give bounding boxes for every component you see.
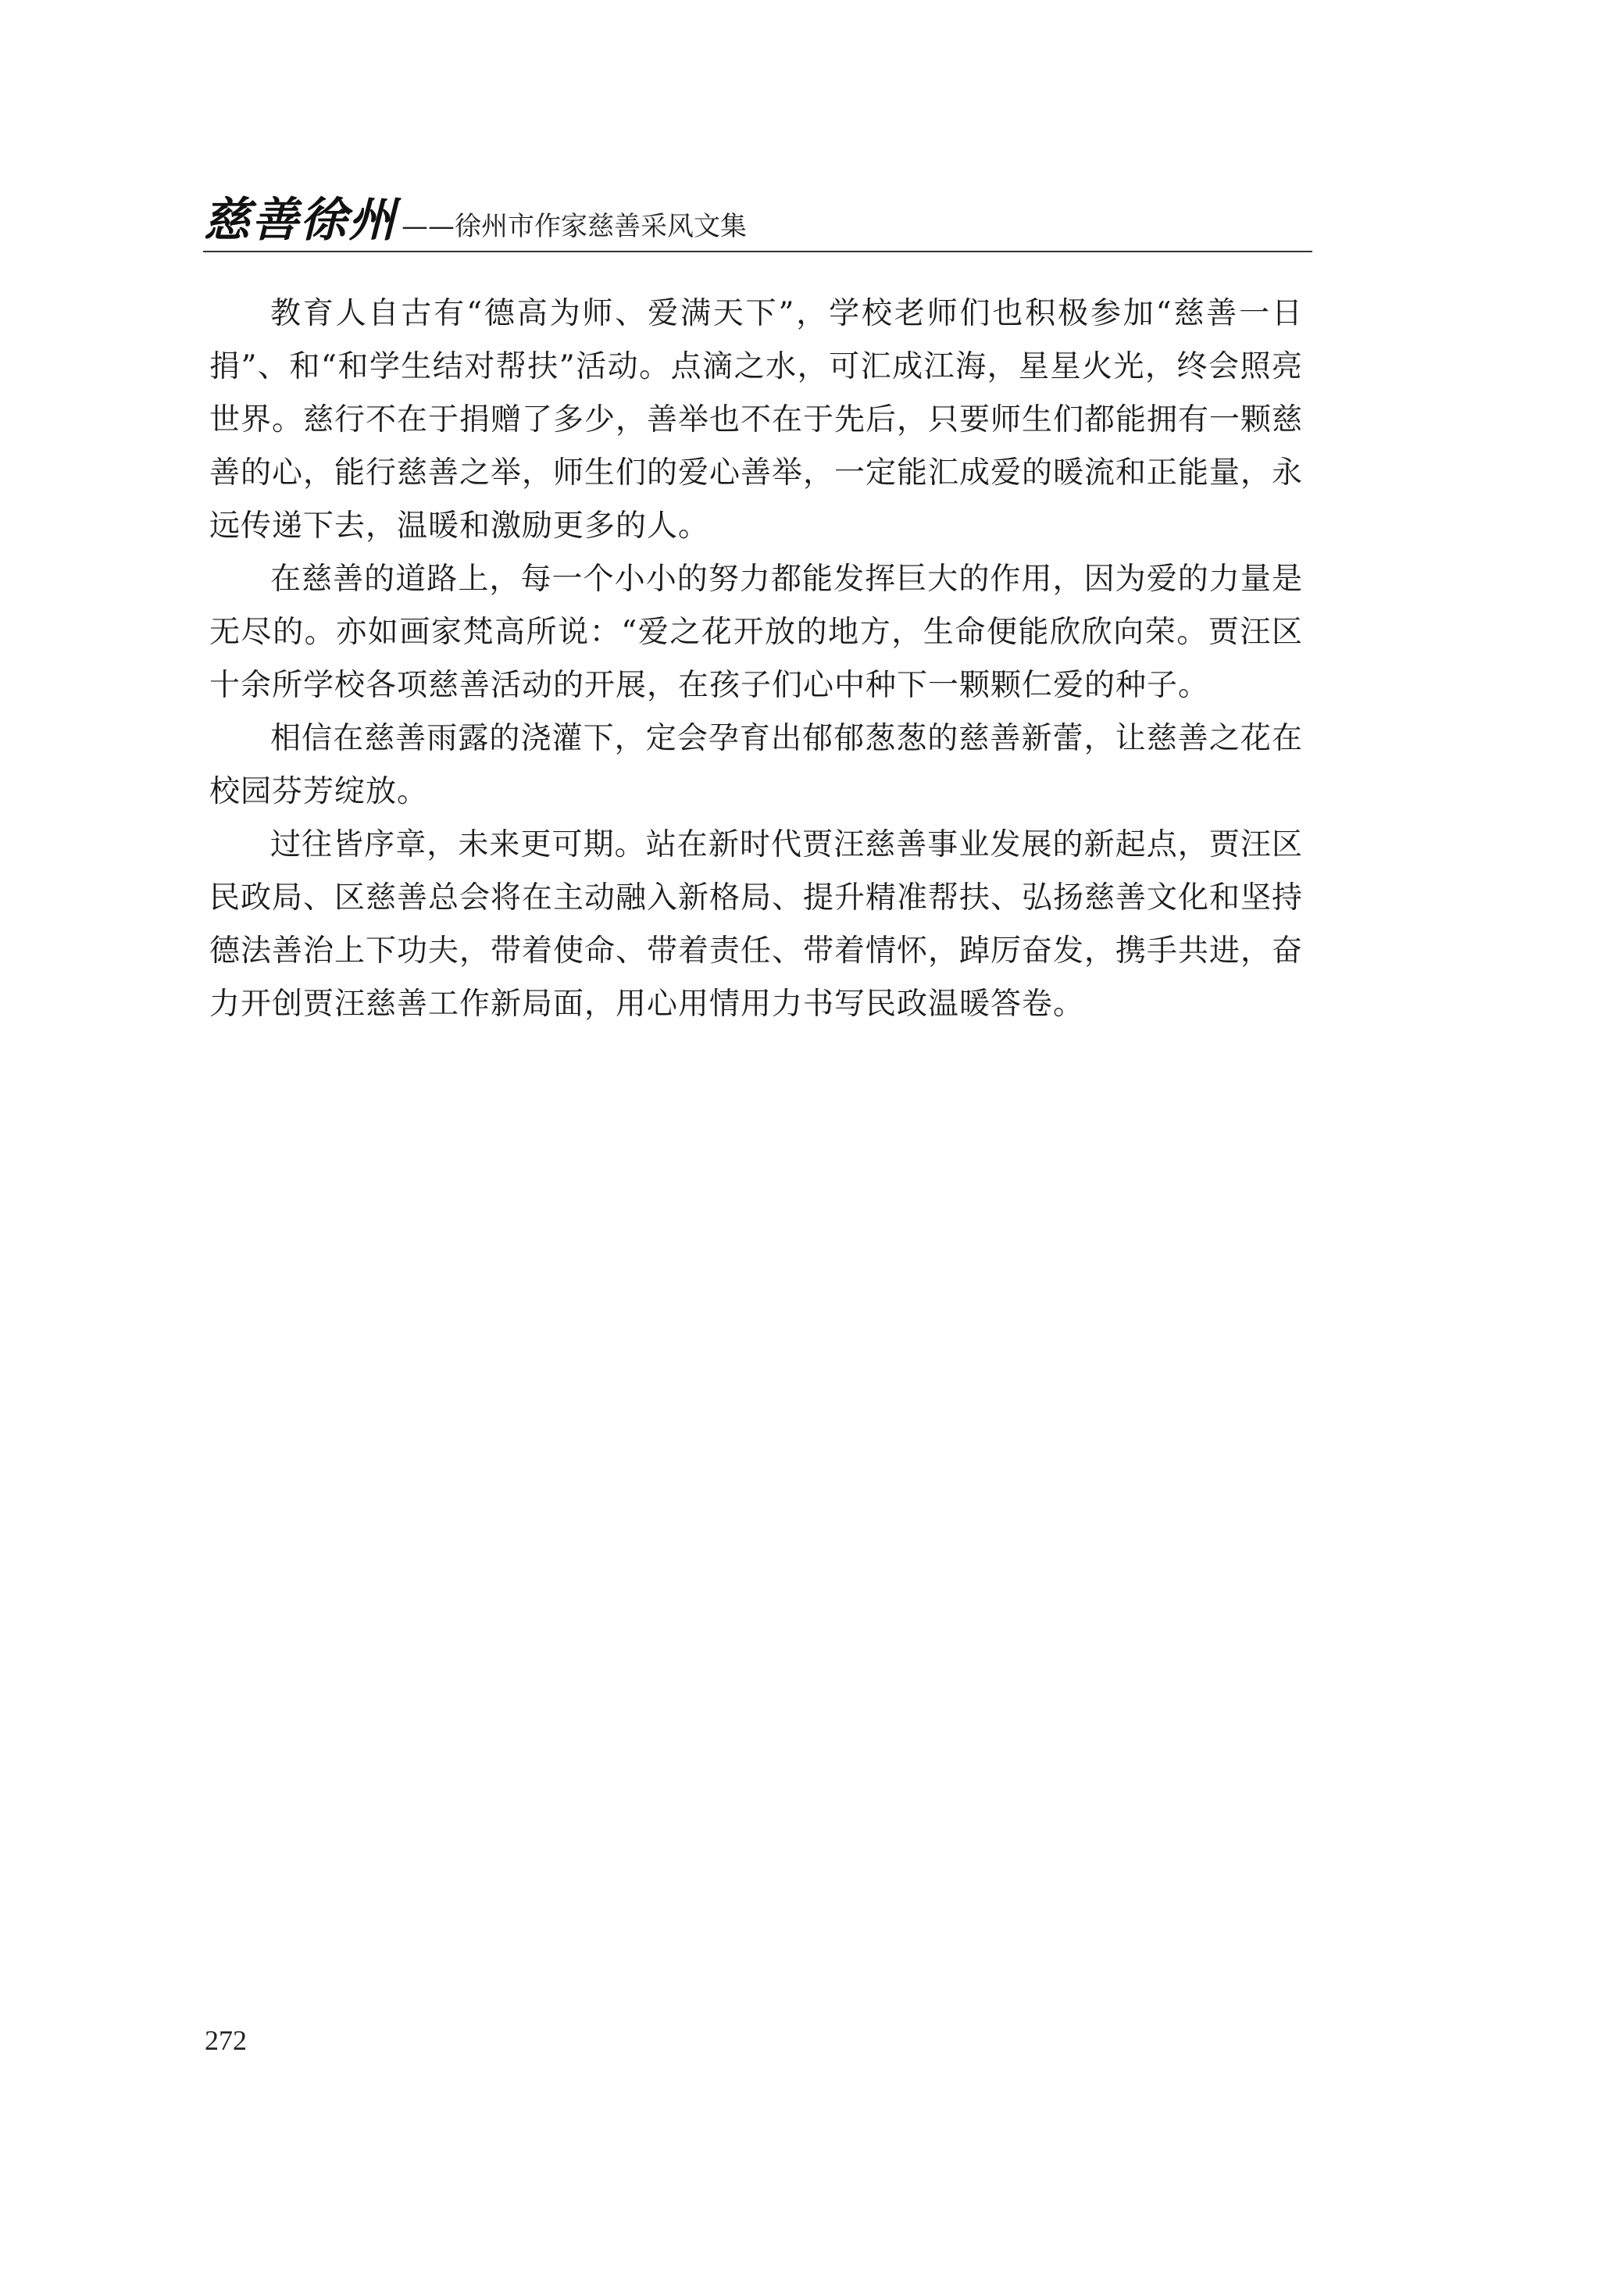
- book-title-logo: 慈善徐州: [203, 193, 397, 248]
- page-number: 272: [205, 2025, 247, 2056]
- paragraph-4: 过往皆序章，未来更可期。站在新时代贾汪慈善事业发展的新起点，贾汪区民政局、区慈善总会将在主动融入新格局、提升精准帮扶、弘扬慈善文化和坚持德法善治上下功夫，带着使命、带着责任、带着情怀，踔厉奋发，携手共进，奋力开创贾汪慈善工作新局面，用心用情用力书写民政温暖答卷。: [209, 827, 1304, 1022]
- header-divider: [203, 251, 1312, 252]
- paragraph-3: 相信在慈善雨露的浇灌下，定会孕育出郁郁葱葱的慈善新蕾，让慈善之花在校园芬芳绽放。: [209, 721, 1303, 809]
- body-text: [209, 287, 1303, 1031]
- book-subtitle: ——徐州市作家慈善采风文集: [402, 211, 747, 242]
- paragraph-1: 教育人自古有“德高为师、爱满天下”，学校老师们也积极参加“慈善一日捐”、和“和学生结对帮扶”活动。点滴之水，可汇成江海，星星火光，终会照亮世界。慈行不在于捐赠了多少，善举也不在于先后，只要师生们都能拥有一颗慈善的心，能行慈善之举，师生们的爱心善举，一定能汇成爱的暖流和正能量，永远传递下去，温暖和激励更多的人。: [209, 296, 1304, 544]
- paragraph-2: 在慈善的道路上，每一个小小的努力都能发挥巨大的作用，因为爱的力量是无尽的。亦如画家梵高所说：“爱之花开放的地方，生命便能欣欣向荣。贾汪区十余所学校各项慈善活动的开展，在孩子们心中种下一颗颗仁爱的种子。: [209, 562, 1303, 703]
- running-header: [203, 184, 1312, 250]
